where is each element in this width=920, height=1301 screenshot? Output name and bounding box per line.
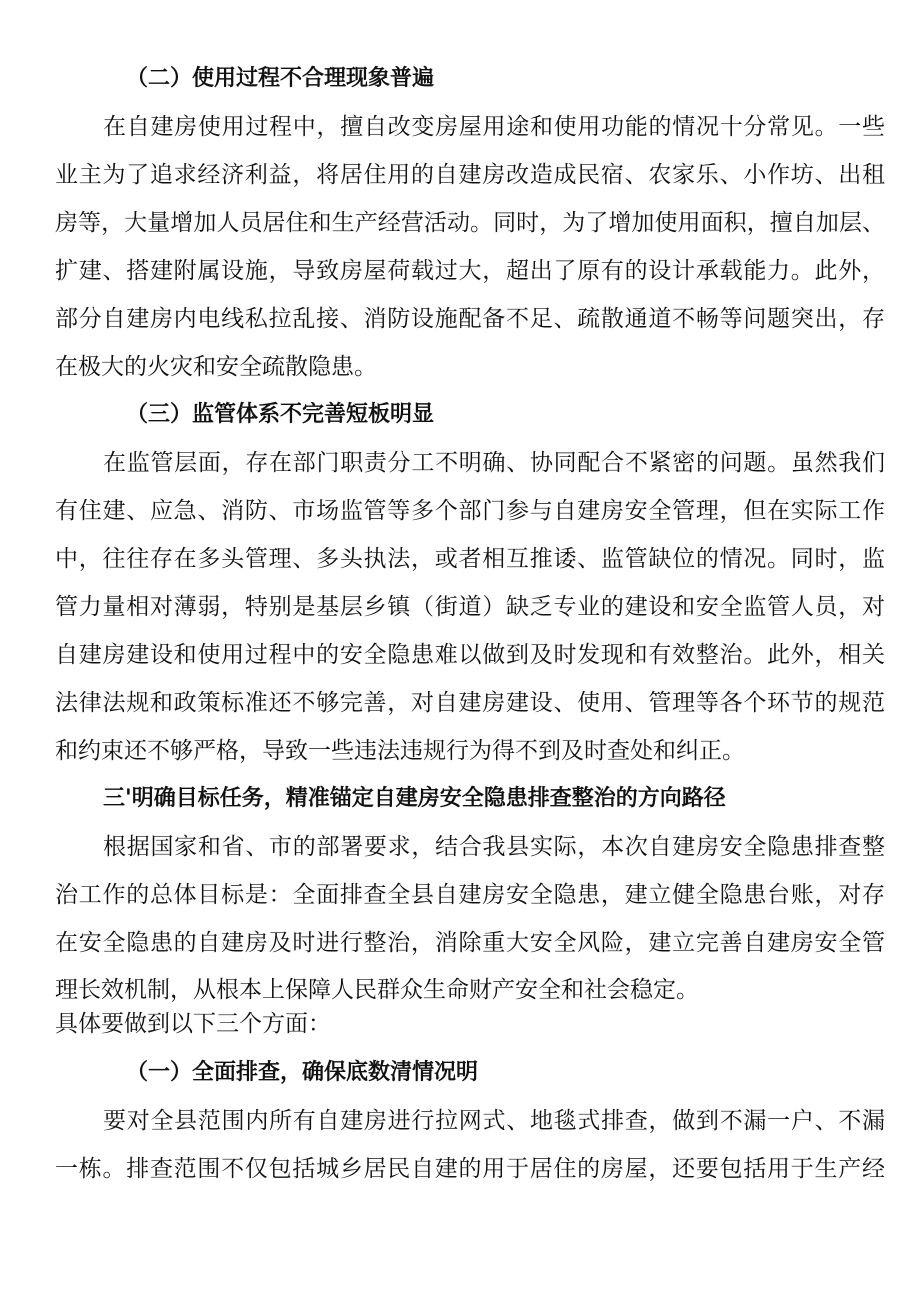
paragraph-line: 在自建房使用过程中，擅自改变房屋用途和使用功能的情况十分常见。一些	[103, 114, 885, 140]
paragraph-line: 理长效机制，从根本上保障人民群众生命财产安全和社会稳定。	[55, 977, 699, 1003]
paragraph-line: 在极大的火灾和安全疏散隐患。	[55, 354, 377, 380]
paragraph-line: 一栋。排查范围不仅包括城乡居民自建的用于居住的房屋，还要包括用于生产经	[55, 1156, 885, 1182]
paragraph-line: 自建房建设和使用过程中的安全隐患难以做到及时发现和有效整治。此外，相关	[55, 642, 885, 668]
paragraph-line: 和约束还不够严格，导致一些违法违规行为得不到及时查处和纠正。	[55, 738, 745, 764]
section-heading-1: （一）全面排查，确保底数清情况明	[126, 1060, 479, 1085]
paragraph-line: 根据国家和省、市的部署要求，结合我县实际，本次自建房安全隐患排查整	[103, 834, 885, 860]
paragraph-line: 部分自建房内电线私拉乱接、消防设施配备不足、疏散通道不畅等问题突出，存	[55, 306, 885, 332]
paragraph-line: 法律法规和政策标准还不够完善，对自建房建设、使用、管理等各个环节的规范	[55, 690, 885, 716]
paragraph-line: 业主为了追求经济利益，将居住用的自建房改造成民宿、农家乐、小作坊、出租	[55, 162, 885, 188]
paragraph-line: 房等，大量增加人员居住和生产经营活动。同时，为了增加使用面积，擅自加层、	[55, 210, 885, 236]
chapter-heading-3: 三'明确目标任务，精准锚定自建房安全隐患排查整治的方向路径	[103, 786, 726, 811]
paragraph-line: 扩建、搭建附属设施，导致房屋荷载过大，超出了原有的设计承载能力。此外，	[55, 258, 885, 284]
section-heading-3: （三）监管体系不完善短板明显	[126, 402, 435, 427]
paragraph-line: 治工作的总体目标是：全面排查全县自建房安全隐患，建立健全隐患台账，对存	[55, 882, 885, 908]
paragraph-line: 在安全隐患的自建房及时进行整治，消除重大安全风险，建立完善自建房安全管	[55, 930, 885, 956]
paragraph-line: 具体要做到以下三个方面：	[55, 1011, 331, 1037]
paragraph-line: 要对全县范围内所有自建房进行拉网式、地毯式排查，做到不漏一户、不漏	[103, 1108, 885, 1134]
paragraph-line: 有住建、应急、消防、市场监管等多个部门参与自建房安全管理，但在实际工作	[55, 498, 885, 524]
paragraph-line: 中，往往存在多头管理、多头执法，或者相互推诿、监管缺位的情况。同时，监	[55, 546, 885, 572]
section-heading-2: （二）使用过程不合理现象普遍	[126, 66, 435, 91]
paragraph-line: 在监管层面，存在部门职责分工不明确、协同配合不紧密的问题。虽然我们	[103, 450, 885, 476]
paragraph-line: 管力量相对薄弱，特别是基层乡镇（街道）缺乏专业的建设和安全监管人员，对	[55, 594, 885, 620]
